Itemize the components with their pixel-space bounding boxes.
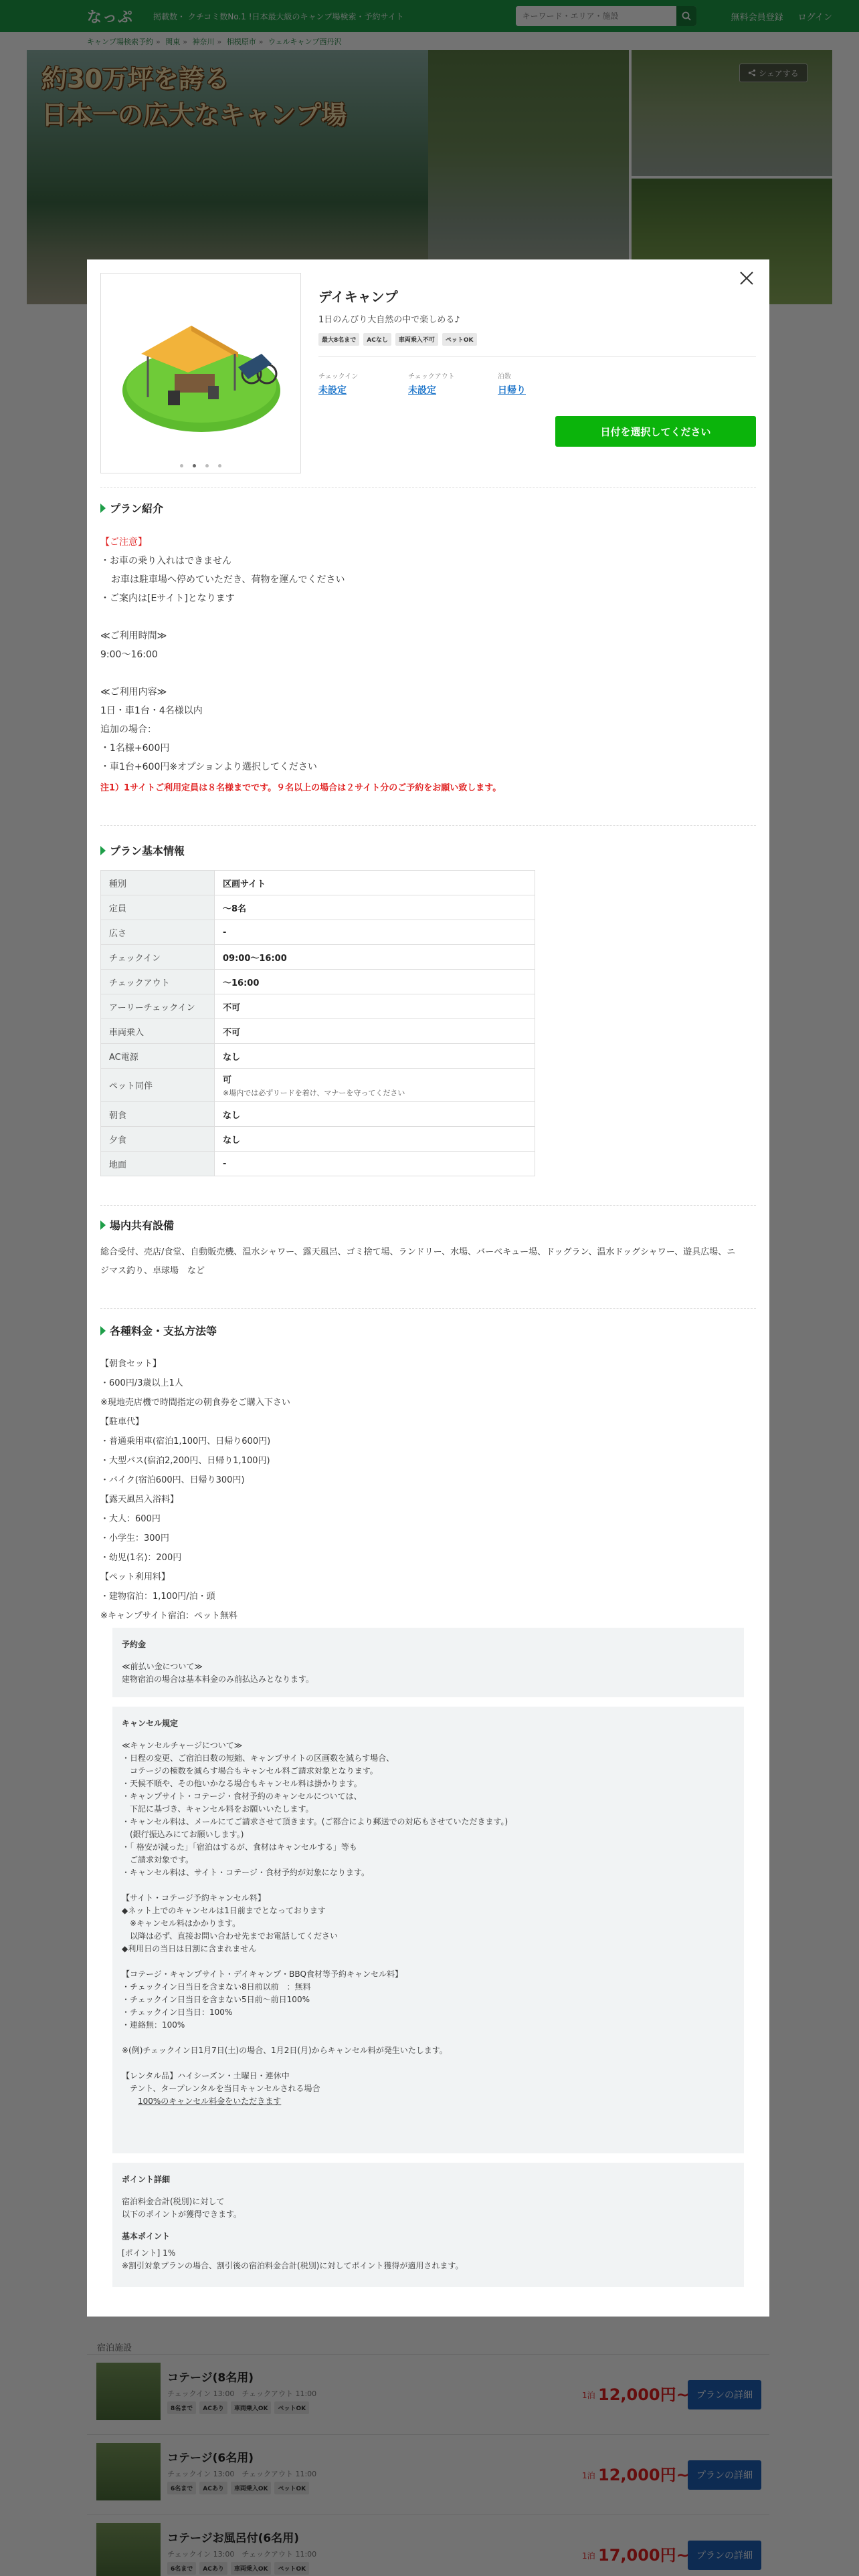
points-title: ポイント詳細: [122, 2175, 171, 2184]
intro-line: ≪ご利用内容≫: [100, 687, 167, 697]
intro-line: お車は駐車場へ停めていただき、荷物を運んでください: [111, 574, 345, 585]
fees-body: [100, 1354, 756, 1626]
fee-line: ・大型バス(宿泊2,200円、日帰り1,100円): [100, 1456, 270, 1466]
table-row: [101, 1152, 535, 1176]
section-marker-icon: [100, 1326, 106, 1335]
info-key: 朝食: [101, 1102, 215, 1127]
carousel-dots: [101, 464, 300, 467]
cancel-line: ・キャンセル料は、サイト・コテージ・食材予約が対象になります。: [122, 1868, 369, 1877]
table-row: [101, 945, 535, 970]
info-key: アーリーチェックイン: [101, 994, 215, 1019]
info-key: ペット同伴: [101, 1069, 215, 1102]
section-divider: [100, 1205, 756, 1206]
stay-selector: [318, 370, 756, 397]
info-value-note: ※場内では必ずリードを着け、マナーを守ってください: [223, 1088, 405, 1097]
info-key: AC電源: [101, 1044, 215, 1069]
fee-line: 【朝食セット】: [100, 1359, 162, 1369]
section-title-text: 各種料金・支払方法等: [110, 1325, 217, 1337]
table-row: [101, 895, 535, 920]
plan-info-table: [100, 870, 535, 1176]
fees-section: [100, 1323, 756, 1626]
info-value: -: [215, 1152, 535, 1176]
cancel-line: ・キャンプサイト・コテージ・食材予約のキャンセルについては、: [122, 1792, 362, 1801]
checkin-value[interactable]: 未設定: [318, 385, 347, 396]
intro-line: ≪ご利用時間≫: [100, 631, 167, 641]
checkout-value[interactable]: 未設定: [408, 385, 436, 396]
cancel-line: ご請求対象です。: [122, 1855, 194, 1864]
plan-title: デイキャンプ: [318, 289, 398, 305]
plan-basic-info-section: [100, 843, 756, 1176]
info-value: [215, 1069, 535, 1102]
carousel-dot[interactable]: [205, 464, 209, 467]
cancel-line: ・「 格安が減った」「宿泊はするが、食材はキャンセルする」等も: [122, 1842, 357, 1852]
cancel-line: コテージの棟数を減らす場合もキャンセル料ご請求対象となります。: [122, 1766, 378, 1776]
fee-line: ・バイク(宿泊600円、日帰り300円): [100, 1475, 245, 1485]
cancel-line: ≪キャンセルチャージについて≫: [122, 1741, 243, 1750]
intro-line: 9:00〜16:00: [100, 649, 158, 660]
caution-heading: 【ご注意】: [100, 537, 147, 548]
table-row: [101, 1127, 535, 1152]
intro-line: 追加の場合：: [100, 724, 157, 735]
fee-line: 【駐車代】: [100, 1417, 145, 1427]
table-row: [101, 871, 535, 895]
plan-tag: 最大8名まで: [318, 333, 359, 346]
info-value: なし: [215, 1044, 535, 1069]
table-row: [101, 994, 535, 1019]
cancel-line: ・チェックイン日当日：100%: [122, 2008, 233, 2017]
section-divider: [100, 825, 756, 826]
cancel-line: 以降は必ず、直接お問い合わせ先までお電話してください: [122, 1931, 339, 1941]
close-icon: [739, 270, 755, 286]
deposit-line: ≪前払い金について≫: [122, 1662, 203, 1671]
points-box: [112, 2163, 744, 2287]
section-title: [100, 843, 756, 858]
fee-line: 【ペット利用料】: [100, 1572, 171, 1582]
info-value: 区画サイト: [215, 871, 535, 895]
checkin-field[interactable]: [318, 370, 408, 397]
intro-line: ・お車の乗り入れはできません: [100, 556, 231, 566]
info-key: チェックイン: [101, 945, 215, 970]
section-marker-icon: [100, 1220, 106, 1230]
plan-tag: 車両乗入不可: [395, 333, 438, 346]
fee-line: ※現地売店機で時間指定の朝食券をご購入下さい: [100, 1398, 290, 1408]
info-key: 夕食: [101, 1127, 215, 1152]
select-date-button[interactable]: 日付を選択してください: [555, 416, 756, 447]
info-value: なし: [215, 1127, 535, 1152]
info-value-text: 可: [223, 1075, 232, 1085]
header-divider: [318, 356, 756, 357]
points-basic-title: 基本ポイント: [122, 2232, 171, 2241]
facilities-section: [100, 1217, 756, 1281]
info-value: -: [215, 920, 535, 945]
info-key: 定員: [101, 895, 215, 920]
fee-line: ・大人：600円: [100, 1514, 161, 1524]
table-row: [101, 970, 535, 994]
section-title-text: プラン基本情報: [110, 845, 185, 857]
info-key: 地面: [101, 1152, 215, 1176]
carousel-dot[interactable]: [218, 464, 221, 467]
cancel-line: (銀行振込みにてお願いします。): [122, 1830, 244, 1839]
fee-line: 【露天風呂入浴料】: [100, 1495, 179, 1505]
info-key: 種別: [101, 871, 215, 895]
capacity-note: 注1）1サイトご利用定員は８名様までです。９名以上の場合は２サイト分のご予約をお願い致します。: [100, 783, 502, 793]
plan-tag: ACなし: [363, 333, 391, 346]
table-row: [101, 1102, 535, 1127]
carousel-dot[interactable]: [180, 464, 183, 467]
cancel-line: ※(例)チェックイン日1月7日(土)の場合、1月2日(月)からキャンセル料が発生いたします。: [122, 2046, 448, 2055]
deposit-box: [112, 1628, 744, 1697]
plan-intro-section: [100, 500, 756, 798]
cancel-line-emphasis: 100%のキャンセル料金をいただきます: [138, 2097, 282, 2106]
plan-subtitle: 1日のんびり大自然の中で楽しめる♪: [318, 315, 460, 325]
cancel-line: 【サイト・コテージ予約キャンセル料】: [122, 1893, 266, 1903]
cancel-line: ・天候不順や、その他いかなる場合もキャンセル料は掛かります。: [122, 1779, 362, 1788]
intro-line: ・ご案内は[Eサイト]となります: [100, 593, 235, 604]
cancel-line: ◆ネット上でのキャンセルは1日前までとなっております: [122, 1906, 326, 1915]
section-marker-icon: [100, 846, 106, 855]
plan-tag: ペットOK: [442, 333, 477, 346]
cancel-line: ・日程の変更、ご宿泊日数の短縮、キャンプサイトの区画数を減らす場合、: [122, 1753, 395, 1763]
section-title: [100, 500, 756, 516]
points-line: [ポイント] 1%: [122, 2248, 176, 2258]
deposit-line: 建物宿泊の場合は基本料金のみ前払込みとなります。: [122, 1675, 314, 1684]
table-row: [101, 1019, 535, 1044]
fee-line: ・600円/3歳以上1人: [100, 1378, 183, 1388]
section-divider: [100, 1308, 756, 1309]
section-title: [100, 1217, 756, 1232]
info-value: 〜8名: [215, 895, 535, 920]
nights-label: 泊数: [498, 373, 511, 381]
table-row: [101, 1044, 535, 1069]
fee-line: ・建物宿泊：1,100円/泊・頭: [100, 1592, 215, 1602]
cancel-line: ・連絡無：100%: [122, 2020, 185, 2030]
deposit-title: 予約金: [122, 1640, 147, 1649]
info-key: 車両乗入: [101, 1019, 215, 1044]
info-value: 不可: [215, 994, 535, 1019]
tent-illustration: [101, 274, 300, 454]
section-marker-icon: [100, 504, 106, 513]
fee-line: ・普通乗用車(宿泊1,100円、日帰り600円): [100, 1436, 271, 1446]
info-value: なし: [215, 1102, 535, 1127]
table-row: [101, 920, 535, 945]
checkout-field[interactable]: [408, 370, 498, 397]
fee-line: ・幼児(1名)：200円: [100, 1553, 182, 1563]
fee-line: ・小学生：300円: [100, 1533, 169, 1543]
intro-line: ・1名様+600円: [100, 743, 170, 754]
plan-intro-body: [100, 533, 756, 798]
info-value: 不可: [215, 1019, 535, 1044]
cancel-line: 【コテージ・キャンプサイト・デイキャンプ・BBQ食材等予約キャンセル料】: [122, 1969, 403, 1979]
cancel-policy-box: [112, 1707, 744, 2153]
cancel-line: ・チェックイン日当日を含まない5日前〜前日100%: [122, 1995, 310, 2004]
table-row: [101, 1069, 535, 1102]
plan-image-carousel[interactable]: [100, 273, 301, 473]
points-line: ※割引対象プランの場合、割引後の宿泊料金合計(税別)に対してポイント獲得が適用されます。: [122, 2261, 464, 2270]
checkin-label: チェックイン: [318, 373, 359, 381]
cancel-line: ・キャンセル料は、メールにてご請求させて頂きます。(ご都合により郵送での対応もさせていただきます。): [122, 1817, 508, 1826]
plan-tags: [318, 333, 756, 346]
plan-detail-modal: [87, 259, 769, 2317]
nights-field[interactable]: [498, 370, 587, 397]
cancel-line: テント、タープレンタルを当日キャンセルされる場合: [122, 2084, 320, 2093]
facilities-line: 総合受付、売店/食堂、自動販売機、温水シャワー、露天風呂、ゴミ捨て場、ランドリー、水場、バーベキュー場、ドッグラン、温水ドッグシャワー、遊具広場、ニ: [100, 1247, 736, 1257]
info-key: チェックアウト: [101, 970, 215, 994]
points-line: 以下のポイントが獲得できます。: [122, 2210, 242, 2219]
facilities-line: ジマス釣り、卓球場 など: [100, 1266, 205, 1276]
section-title-text: 場内共有設備: [110, 1219, 175, 1232]
checkout-label: チェックアウト: [408, 373, 455, 381]
nights-value[interactable]: 日帰り: [498, 385, 526, 396]
cancel-line: 【レンタル品】ハイシーズン・土曜日・連休中: [122, 2071, 290, 2080]
points-line: 宿泊料金合計(税別)に対して: [122, 2197, 225, 2206]
section-divider: [100, 487, 756, 488]
cancel-line: ※キャンセル料はかかります。: [122, 1919, 241, 1928]
section-title: [100, 1323, 756, 1338]
cancel-line: 下記に基づき、キャンセル料をお願いいたします。: [122, 1804, 314, 1814]
carousel-dot-active[interactable]: [193, 464, 196, 467]
fee-line: ※キャンプサイト宿泊：ペット無料: [100, 1611, 237, 1621]
intro-line: ・車1台+600円※オプションより選択してください: [100, 762, 317, 772]
cancel-policy-title: キャンセル規定: [122, 1719, 179, 1728]
cancel-line: ◆利用日の当日は日割に含まれません: [122, 1944, 257, 1953]
intro-line: 1日・車1台・4名様以内: [100, 706, 203, 716]
info-value: 09:00〜16:00: [215, 945, 535, 970]
info-value: 〜16:00: [215, 970, 535, 994]
section-title-text: プラン紹介: [110, 502, 164, 515]
info-key: 広さ: [101, 920, 215, 945]
facilities-body: [100, 1243, 756, 1281]
plan-header: [318, 286, 756, 397]
cancel-line: ・チェックイン日当日を含まない8日前以前 ：無料: [122, 1982, 311, 1992]
